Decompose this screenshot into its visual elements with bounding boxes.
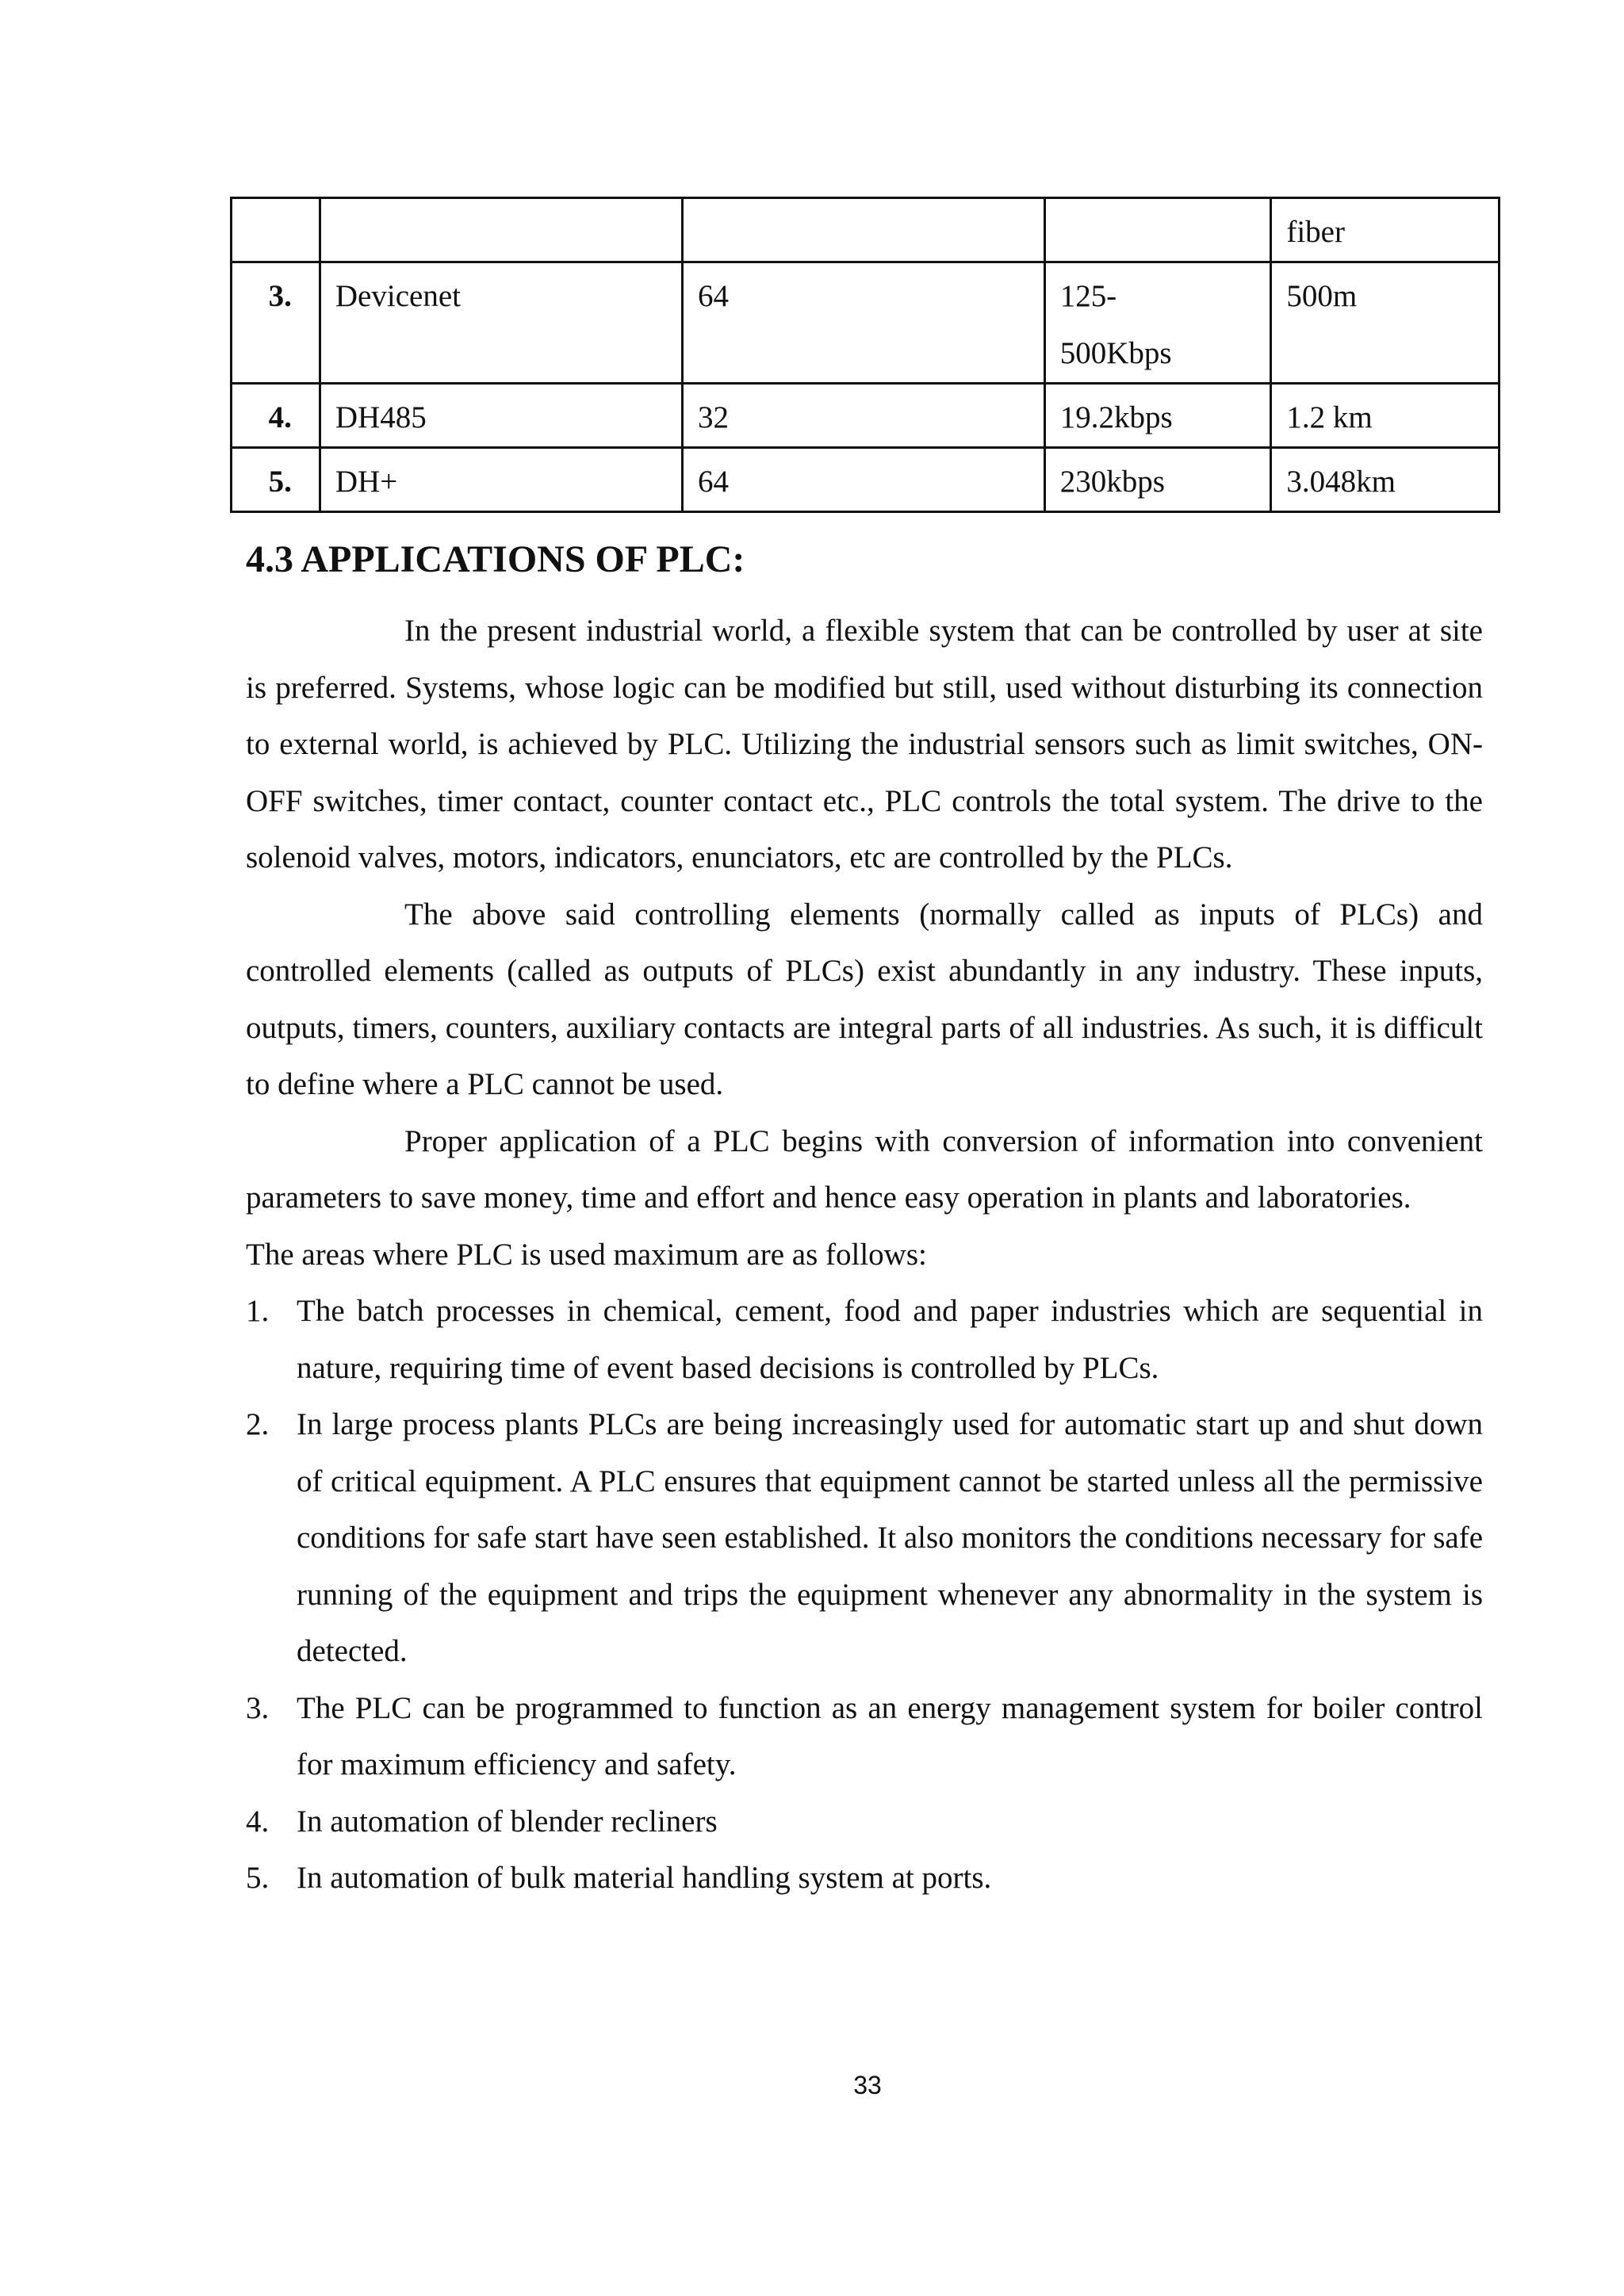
row-number-cell: 4. <box>232 384 320 448</box>
nodes-cell: 64 <box>683 262 1045 384</box>
speed-cell <box>1044 198 1271 262</box>
list-intro: The areas where PLC is used maximum are as follows: <box>246 1237 927 1272</box>
nodes-cell: 32 <box>683 384 1045 448</box>
list-item <box>246 1850 1483 1907</box>
list-item <box>246 1793 1483 1850</box>
row-number-cell <box>232 198 320 262</box>
list-item-number: 5. <box>246 1861 270 1895</box>
network-name-cell: DH485 <box>320 384 682 448</box>
list-item-number: 3. <box>246 1690 270 1725</box>
list-item-text: In large process plants PLCs are being increasingly used for automatic start up and shut down of critical equipment. A PLC ensures that equipment cannot be started unless all the permissive conditions for safe start have seen established. It also monitors the conditions necessary for safe running of the equipment and trips the equipment whenever any abnormality in the system is detected. <box>297 1407 1483 1668</box>
section-body <box>246 603 1483 1907</box>
applications-list <box>246 1283 1483 1907</box>
list-item-text: The PLC can be programmed to function as an energy management system for boiler control for maximum efficiency and safety. <box>297 1690 1483 1781</box>
list-item-number: 1. <box>246 1294 270 1328</box>
list-item <box>246 1396 1483 1680</box>
network-name-cell: Devicenet <box>320 262 682 384</box>
list-item-text: The batch processes in chemical, cement, food and paper industries which are sequential in nature, requiring time of event based decisions is controlled by PLCs. <box>297 1294 1483 1385</box>
speed-cell: 125- 500Kbps <box>1044 262 1271 384</box>
distance-cell: fiber <box>1271 198 1500 262</box>
distance-cell: 3.048km <box>1271 448 1500 512</box>
distance-cell: 1.2 km <box>1271 384 1500 448</box>
list-item <box>246 1283 1483 1396</box>
speed-cell: 230kbps <box>1044 448 1271 512</box>
row-number-cell: 3. <box>232 262 320 384</box>
speed-cell: 19.2kbps <box>1044 384 1271 448</box>
section-heading: 4.3 APPLICATIONS OF PLC: <box>246 538 745 580</box>
network-name-cell: DH+ <box>320 448 682 512</box>
list-item-number: 2. <box>246 1407 270 1441</box>
paragraph: Proper application of a PLC begins with conversion of information into convenient parameters to save money, time and effort and hence easy operation in plants and laboratories. <box>246 1123 1483 1215</box>
table-row <box>232 198 1500 262</box>
network-name-cell <box>320 198 682 262</box>
page-number: 33 <box>853 2071 882 2099</box>
list-item-text: In automation of bulk material handling system at ports. <box>297 1861 992 1895</box>
network-comparison-table <box>230 197 1500 513</box>
paragraph: The above said controlling elements (normally called as inputs of PLCs) and controlled elements (called as outputs of PLCs) exist abundantly in any industry. These inputs, outputs, timers, counters, auxiliary contacts are integral parts of all industries. As such, it is difficult to define where a PLC cannot be used. <box>246 897 1483 1101</box>
row-number-cell: 5. <box>232 448 320 512</box>
table-row <box>232 448 1500 512</box>
table-row <box>232 384 1500 448</box>
list-item-text: In automation of blender recliners <box>297 1804 718 1839</box>
paragraph: In the present industrial world, a flexible system that can be controlled by user at site is preferred. Systems, whose logic can be modified but still, used without disturbing its connection to external world, is achieved by PLC. Utilizing the industrial sensors such as limit switches, ON-OFF switches, timer contact, counter contact etc., PLC controls the total system. The drive to the solenoid valves, motors, indicators, enunciators, etc are controlled by the PLCs. <box>246 614 1483 874</box>
list-item <box>246 1680 1483 1793</box>
list-item-number: 4. <box>246 1804 270 1839</box>
table-row <box>232 262 1500 384</box>
nodes-cell: 64 <box>683 448 1045 512</box>
distance-cell: 500m <box>1271 262 1500 384</box>
nodes-cell <box>683 198 1045 262</box>
